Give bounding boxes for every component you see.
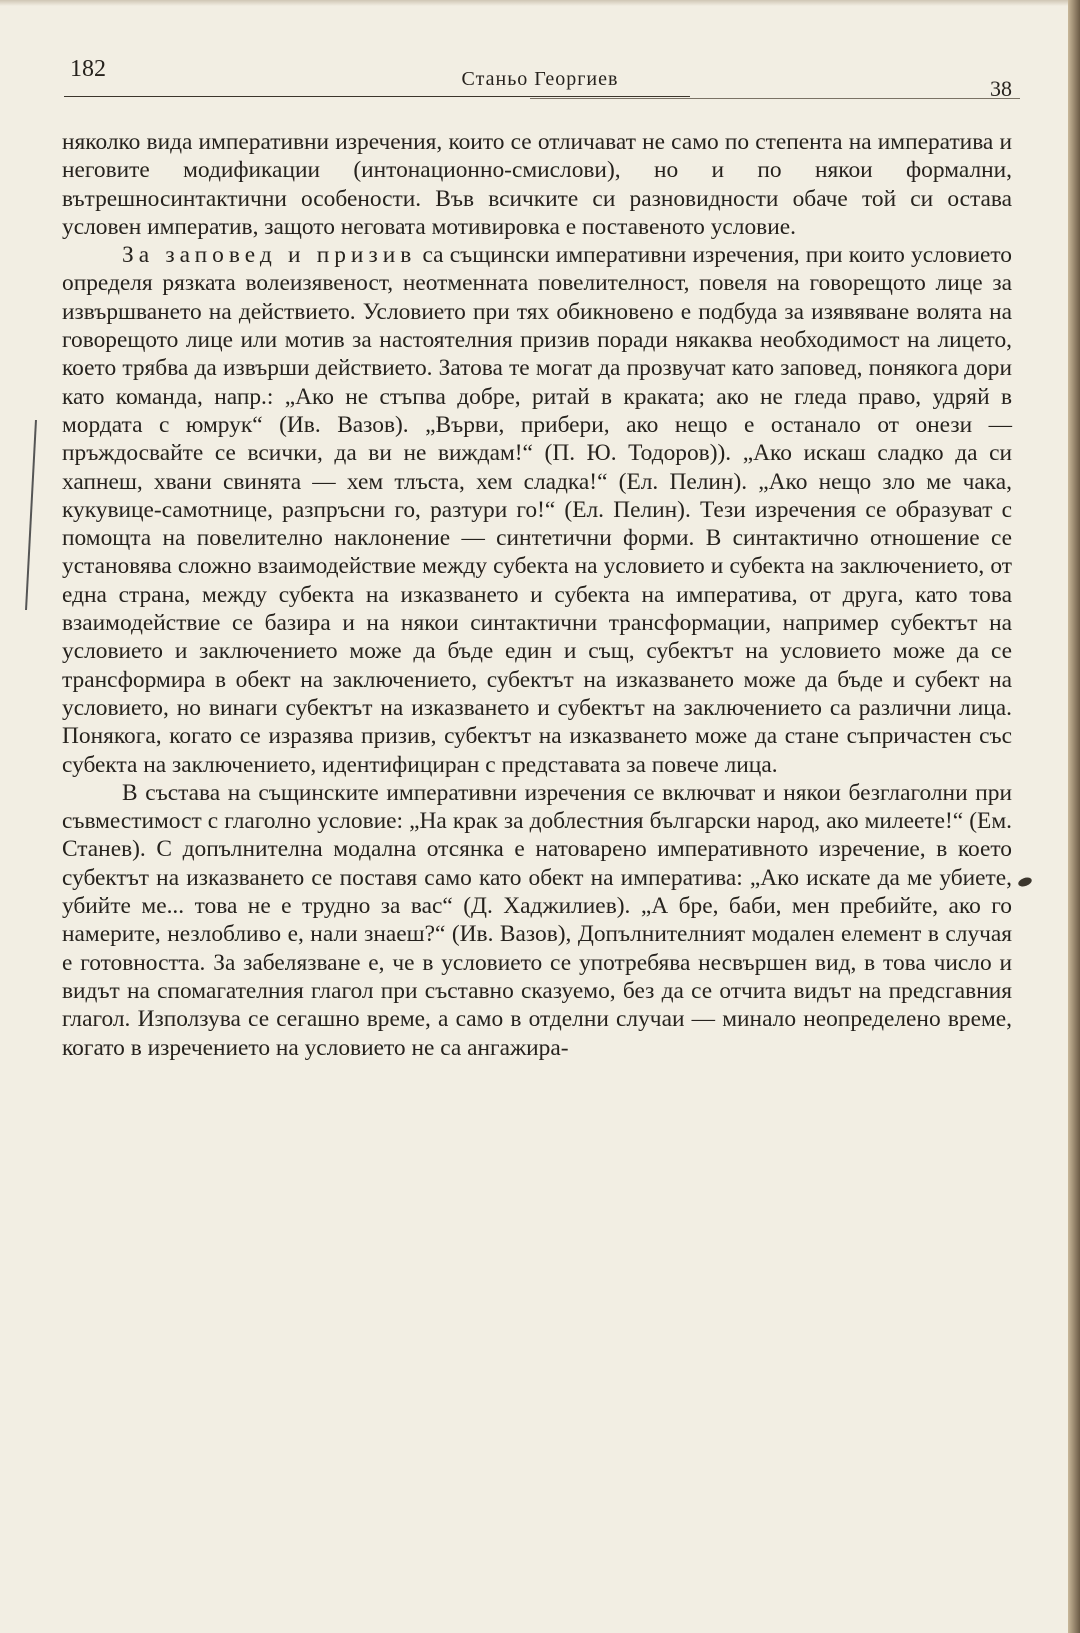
header-rule-secondary xyxy=(530,98,1020,99)
paragraph-2-lead: За заповед и призив xyxy=(122,242,417,269)
running-head: Станьо Георгиев xyxy=(461,68,619,90)
paragraph-1: няколко вида императивни изречения, които се отличават не само по степента на императива и неговите модификации (интонационно-смислови), но и по някои формални, вътрешносинтактични особености. Във всичките си разновидности обаче той си остава условен императив, защото неговата мотивировка е поставеното условие. xyxy=(62,129,1012,240)
margin-bracket-mark xyxy=(25,420,51,610)
reference-number: 38 xyxy=(990,76,1012,101)
paragraph-3: В състава на същинските императивни изречения се включват и някои безглаголни при съвместимост с глаголно условие: „На крак за доблестния български народ, ако милеете!“ (Ем. Станев). С допълнителна модална отсянка е натоварено императивното изречение, в което субектът на изказването се поставя само като обект на императива: „Ако искате да ме убиете, убийте ме... това не е трудно за вас“ (Д. Хаджилиев). „А бре, баби, мен пребийте, ако го намерите, незлобливо е, нали знаеш?“ (Ив. Вазов), Допълнителният модален елемент в случая е готовността. За забелязване е, че в условието се употребява несвършен вид, в това число и видът на спомагателния глагол при съставно сказуемо, без да се отчита видът на предсгавния глагол. Използува се сегашно време, а само в отделни случаи — минало неопределено време, когато в изречението на условието не са ангажира- xyxy=(62,779,1012,1061)
paragraph-2-rest: са същински императивни изречения, при които условието определя рязката волеизявеност, неотменната повелителност, повеля на говорещото лице за извършването на действието. Условието при тях обикновено е подбуда за изявяване волята на говорещото лице или мотив за настоятелния призив поради някаква необходимост на лицето, което трябва да извърши действието. Затова те могат да прозвучат като заповед, понякога дори като команда, напр.: „Ако не стъпва добре, ритай в краката; ако не гледа право, удряй в мордата с юмрук“ (Ив. Вазов). „Върви, прибери, ако нещо е останало от онези — пръждосвайте се всички, да ви не виждам!“ (П. Ю. Тодоров)). „Ако искаш сладко да си хапнеш, хвани свинята — хем тлъста, хем сладка!“ (Ел. Пелин). „Ако нещо зло ме чака, кукувице-самотнице, разпръсни го, разтури го!“ (Ел. Пелин). Тези изречения се образуват с помощта на повелително наклонение — синтетични форми. В синтактично отношение се установява сложно взаимодействие между субекта на условието и субекта на заключението, от една страна, между субекта на изказването и субекта на императива, от друга, като това взаимодействие се базира и на някои синтактични трансформации, например субектът на условието и заключението може да бъде един и същ, субектът на условието може да се трансформира в обект на заключението, субектът на изказването може да бъде и субект на условието, но винаги субектът на изказването и субектът на заключението са различни лица. Понякога, когато се изразява призив, субектът на изказването може да стане съпричастен със субекта на заключението, идентифициран с представата за повече лица. xyxy=(62,242,1013,778)
paragraph-2 xyxy=(62,241,1012,779)
page-top-shadow xyxy=(0,0,1068,6)
page-header xyxy=(60,50,1020,100)
margin-ink-mark xyxy=(1017,876,1033,888)
page-edge xyxy=(1068,0,1080,1633)
page-number: 182 xyxy=(70,56,106,82)
body-text xyxy=(62,128,1012,1062)
header-rule xyxy=(64,96,690,97)
